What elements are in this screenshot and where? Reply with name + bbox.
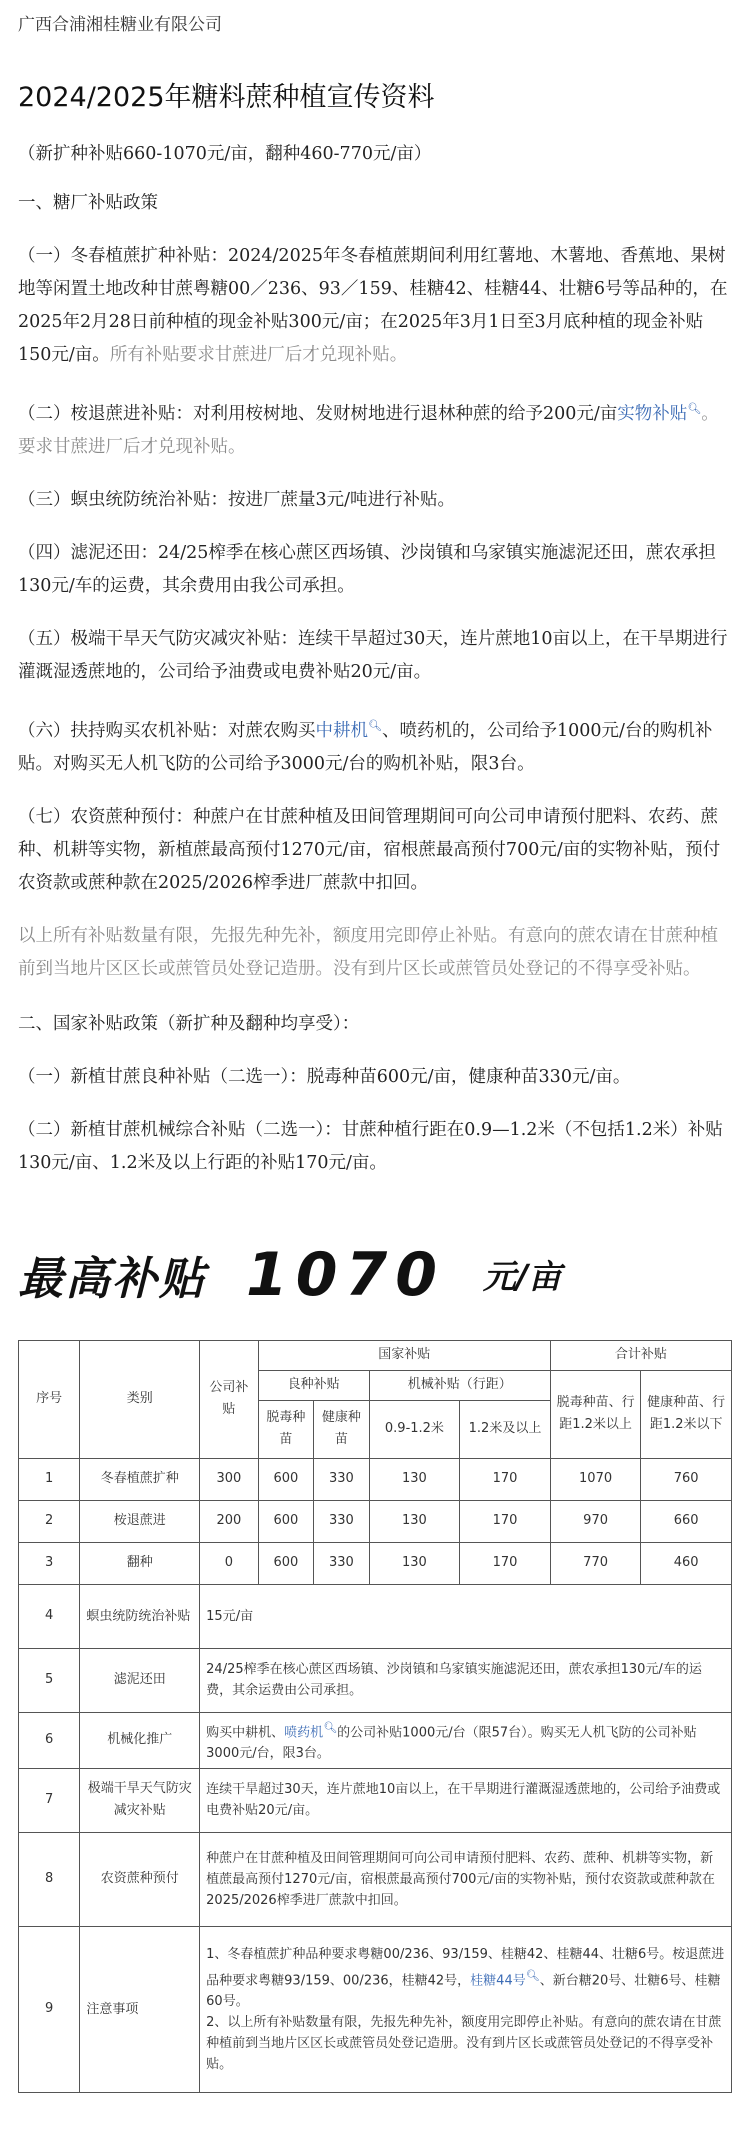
cell-machine-2: 170 (460, 1458, 551, 1500)
banner-unit: 元/亩 (483, 1257, 562, 1297)
cell-description: 24/25榨季在核心蔗区西场镇、沙岗镇和乌家镇实施滤泥还田，蔗农承担130元/车的运费，其余运费由公司承担。 (200, 1648, 732, 1712)
section1-heading: 一、糖厂补贴政策 (18, 193, 158, 213)
table-row (19, 1712, 732, 1768)
banner-amount: 1070 (246, 1239, 446, 1310)
table-row (19, 1832, 732, 1926)
cell-company: 0 (200, 1542, 258, 1584)
policy-machinery-purchase (18, 709, 732, 781)
cell-category: 翻种 (80, 1542, 200, 1584)
cell-no: 6 (19, 1712, 80, 1768)
note-item-1 (206, 1944, 725, 2012)
search-icon[interactable]: 🔍︎ (368, 718, 382, 732)
policy-winter-spring-planting (18, 240, 732, 372)
national-machinery-subsidy: （二）新植甘蔗机械综合补贴（二选一）：甘蔗种植行距在0.9—1.2米（不包括1.2米）补贴130元/亩、1.2米及以上行距的补贴170元/亩。 (18, 1119, 723, 1173)
cell-description: 种蔗户在甘蔗种植及田间管理期间可向公司申请预付肥料、农药、蔗种、机耕等实物，新植蔗最高预付1270元/亩，宿根蔗最高预付700元/亩的实物补贴，预付农资款或蔗种款在2025/2026榨季进厂蔗款中扣回。 (200, 1832, 732, 1926)
cell-no: 4 (19, 1584, 80, 1648)
cell-category: 螟虫统防统治补贴 (80, 1584, 200, 1648)
table-row (19, 1926, 732, 2092)
table-row (19, 1458, 732, 1500)
cell-category: 滤泥还田 (80, 1648, 200, 1712)
table-row (19, 1768, 732, 1832)
cell-category: 注意事项 (80, 1926, 200, 2092)
cell-total-1: 970 (550, 1500, 641, 1542)
table-row (19, 1648, 732, 1712)
policy-note-gray: 。要求甘蔗进厂后才兑现补贴。 (18, 403, 719, 457)
subtitle: （新扩种补贴660-1070元/亩，翻种460-770元/亩） (18, 144, 432, 164)
policy-eucalyptus-replacement (18, 392, 732, 464)
cell-no: 9 (19, 1926, 80, 2092)
page-title: 2024/2025年糖料蔗种植宣传资料 (18, 82, 435, 113)
cell-category: 机械化推广 (80, 1712, 200, 1768)
cell-healthy: 330 (314, 1458, 370, 1500)
cultivator-link[interactable]: 中耕机 (315, 720, 368, 741)
header-detox: 脱毒种苗 (258, 1400, 314, 1458)
header-seed-subsidy: 良种补贴 (258, 1370, 369, 1400)
banner-label: 最高补贴 (18, 1252, 207, 1306)
cell-no: 1 (19, 1458, 80, 1500)
company-name: 广西合浦湘桂糖业有限公司 (18, 15, 222, 35)
header-machine-subsidy: 机械补贴（行距） (369, 1370, 550, 1400)
header-total-healthy: 健康种苗、行距1.2米以下 (641, 1370, 732, 1458)
header-category: 类别 (80, 1340, 200, 1458)
header-no: 序号 (19, 1340, 80, 1458)
header-row-spacing-12up: 1.2米及以上 (460, 1400, 551, 1458)
cell-total-1: 1070 (550, 1458, 641, 1500)
cell-text: 、新台糖20号、壮糖6号、桂糖60号。 (206, 1973, 721, 2010)
policy-prepayment: （七）农资蔗种预付：种蔗户在甘蔗种植及田间管理期间可向公司申请预付肥料、农药、蔗种、机耕等实物，新植蔗最高预付1270元/亩，宿根蔗最高预付700元/亩的实物补贴，预付农资款或蔗种款在2025/2026榨季进厂蔗款中扣回。 (18, 806, 721, 893)
cell-total-2: 660 (641, 1500, 732, 1542)
cell-machine-2: 170 (460, 1542, 551, 1584)
cell-description (200, 1712, 732, 1768)
cell-total-2: 760 (641, 1458, 732, 1500)
cell-no: 2 (19, 1500, 80, 1542)
cell-machine-1: 130 (369, 1500, 460, 1542)
policy-text: 、喷药机的，公司给予1000元/台的购机补贴。对购买无人机飞防的公司给予3000元/台的购机补贴，限3台。 (18, 720, 713, 774)
note-item-2: 2、以上所有补贴数量有限，先报先种先补，额度用完即停止补贴。有意向的蔗农请在甘蔗种植前到当地片区区长或蔗管员处登记造册。没有到片区长或蔗管员处登记的不得享受补贴。 (206, 2015, 722, 2073)
table-row (19, 1584, 732, 1648)
cell-no: 5 (19, 1648, 80, 1712)
cell-category: 桉退蔗进 (80, 1500, 200, 1542)
in-kind-subsidy-link[interactable]: 实物补贴 (617, 403, 688, 424)
cell-healthy: 330 (314, 1500, 370, 1542)
policy-filter-mud: （四）滤泥还田：24/25榨季在核心蔗区西场镇、沙岗镇和乌家镇实施滤泥还田，蔗农承担130元/车的运费，其余费用由我公司承担。 (18, 542, 716, 596)
header-healthy: 健康种苗 (314, 1400, 370, 1458)
cell-company: 200 (200, 1500, 258, 1542)
cell-machine-2: 170 (460, 1500, 551, 1542)
policy-text: （六）扶持购买农机补贴：对蔗农购买 (18, 720, 316, 741)
policy-text: （二）桉退蔗进补贴：对利用桉树地、发财树地进行退林种蔗的给予200元/亩 (18, 403, 618, 424)
cell-detox: 600 (258, 1500, 314, 1542)
national-seed-subsidy: （一）新植甘蔗良种补贴（二选一）：脱毒种苗600元/亩，健康种苗330元/亩。 (18, 1066, 631, 1087)
cell-machine-1: 130 (369, 1458, 460, 1500)
cell-no: 8 (19, 1832, 80, 1926)
cell-total-2: 460 (641, 1542, 732, 1584)
cell-text: 1、冬春植蔗扩种品种要求粤糖00/236、93/159、桂糖42、桂糖44、壮糖6号。桉退蔗进品种要求粤糖93/159、00/236，桂糖42号， (206, 1946, 725, 1989)
max-subsidy-banner (18, 1240, 732, 1310)
cell-text: 购买中耕机、 (206, 1724, 285, 1740)
policy-note: 以上所有补贴数量有限，先报先种先补，额度用完即停止补贴。有意向的蔗农请在甘蔗种植前到当地片区区长或蔗管员处登记造册。没有到片区长或蔗管员处登记的不得享受补贴。 (18, 925, 718, 979)
sprayer-link[interactable]: 喷药机 (284, 1724, 324, 1740)
table-row (19, 1500, 732, 1542)
cell-machine-1: 130 (369, 1542, 460, 1584)
header-company-subsidy: 公司补贴 (200, 1340, 258, 1458)
search-icon[interactable]: 🔍︎ (525, 1968, 540, 1982)
search-icon[interactable]: 🔍︎ (323, 1720, 338, 1734)
header-row-spacing-0912: 0.9-1.2米 (369, 1400, 460, 1458)
header-total-detox: 脱毒种苗、行距1.2米以上 (550, 1370, 641, 1458)
cell-category: 冬春植蔗扩种 (80, 1458, 200, 1500)
policy-note-gray: 所有补贴要求甘蔗进厂后才兑现补贴。 (109, 345, 408, 365)
policy-text: （一）冬春植蔗扩种补贴：2024/2025年冬春植蔗期间利用红薯地、木薯地、香蕉地、果树地等闲置土地改种甘蔗粤糖00／236、93／159、桂糖42、桂糖44、壮糖6号等品种的，在2025年2月28日前种植的现金补贴300元/亩；在2025年3月1日至3月底种植的现金补贴150元/亩。 (18, 246, 728, 365)
section2-heading: 二、国家补贴政策（新扩种及翻种均享受）： (18, 1013, 360, 1034)
cell-description: 连续干旱超过30天，连片蔗地10亩以上，在干旱期进行灌溉湿透蔗地的，公司给予油费或电费补贴20元/亩。 (200, 1768, 732, 1832)
cell-no: 7 (19, 1768, 80, 1832)
cell-description: 15元/亩 (200, 1584, 732, 1648)
header-national-subsidy: 国家补贴 (258, 1340, 550, 1370)
cell-description (200, 1926, 732, 2092)
cell-text: 的公司补贴1000元/台（限57台）。购买无人机飞防的公司补贴3000元/台，限3台。 (206, 1724, 697, 1761)
cell-healthy: 330 (314, 1542, 370, 1584)
cell-category: 农资蔗种预付 (80, 1832, 200, 1926)
cell-total-1: 770 (550, 1542, 641, 1584)
cell-category: 极端干旱天气防灾减灾补贴 (80, 1768, 200, 1832)
subsidy-table (18, 1340, 732, 2093)
policy-borer-control: （三）螟虫统防统治补贴：按进厂蔗量3元/吨进行补贴。 (18, 489, 456, 510)
table-row (19, 1542, 732, 1584)
search-icon[interactable]: 🔍︎ (687, 402, 702, 415)
guitang44-link[interactable]: 桂糖44号 (470, 1973, 526, 1989)
cell-company: 300 (200, 1458, 258, 1500)
cell-detox: 600 (258, 1458, 314, 1500)
header-total-subsidy: 合计补贴 (550, 1340, 731, 1370)
policy-drought-relief: （五）极端干旱天气防灾减灾补贴：连续干旱超过30天，连片蔗地10亩以上，在干旱期进行灌溉湿透蔗地的，公司给予油费或电费补贴20元/亩。 (18, 628, 728, 682)
cell-detox: 600 (258, 1542, 314, 1584)
cell-no: 3 (19, 1542, 80, 1584)
